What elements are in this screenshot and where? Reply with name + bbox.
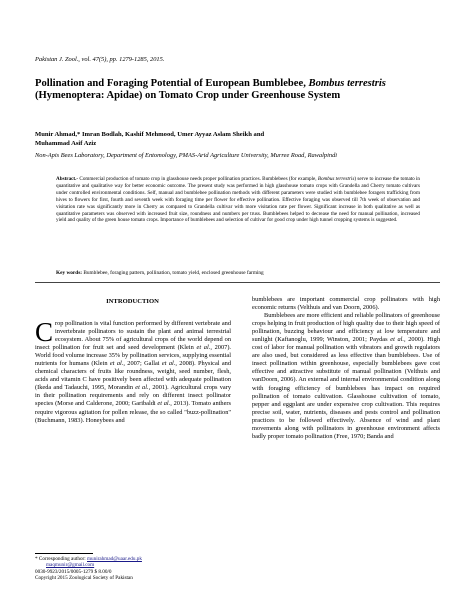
email-link-2[interactable]: maqmunir@gmail.com	[46, 562, 95, 569]
introduction-heading: INTRODUCTION	[106, 298, 159, 305]
keywords	[56, 270, 420, 276]
doi-line: 0030-9923/2015/0005-1279 $ 8.00/0	[35, 568, 112, 575]
keywords-label: Key words:	[56, 270, 83, 276]
footnotes	[35, 556, 235, 582]
text-run: , 2008). Physical and chemical characters of fruits like roundness, weight, seed number, flesh, acids and vitamin C have positively been affected with adequate pollination (Ikeda and Tadauchi, 1995, Morandin	[35, 360, 232, 392]
keywords-text: Bumblebee, foraging pattern, pollination, tomato yield, enclosed greenhouse farming	[82, 270, 264, 276]
abstract-label: Abstract.-	[56, 176, 79, 182]
text-run: Bumblebees are more efficient and reliable pollinators of greenhouse crops helping in fruit production of high quality due to their high speed of pollination, buzzing behaviour and efficiency at low temperature and sunlight (Kaftanoglu, 1999; Winston, 2001; Paydas	[252, 312, 440, 344]
paper-title	[35, 78, 440, 103]
author-list	[35, 131, 440, 149]
et-al: et al.	[196, 344, 211, 352]
right-paragraph-2	[252, 312, 440, 441]
et-al: et al.	[157, 400, 171, 408]
left-column	[35, 317, 232, 425]
drop-cap: C	[35, 317, 54, 347]
et-al: et al.	[390, 336, 405, 344]
authors-line-2: Muhammad Asif Aziz	[35, 139, 97, 147]
text-run: rop pollination is vital function performed by different vertebrate and invertebrate pollinators to sustain the plant and animal terrestrial ecosystem. About 75% of agricultural crops of the world depend on insect pollination for fruit set and seed development (Klein	[35, 320, 231, 352]
email-link-1[interactable]: munirahmad@uaar.edu.pk	[87, 556, 142, 562]
intro-paragraph-1	[35, 317, 232, 425]
journal-citation: Pakistan J. Zool., vol. 47(5), pp. 1279-1285, 2015.	[35, 56, 165, 63]
text-run: , 2007; Gallai	[123, 360, 162, 368]
title-species: Bombus terrestris	[308, 78, 386, 89]
text-run: , 2007). World food volume increase 35% by pollination services, supplying essential nutrients for humans (Klein	[35, 344, 232, 368]
right-column	[252, 296, 440, 441]
corresponding-label: * Corresponding author:	[35, 556, 88, 562]
footnote-divider	[35, 553, 93, 554]
right-paragraph-1: bumblebees are important commercial crop pollinators with high economic returns (Velthuis and van Doorn, 2006).	[252, 296, 440, 312]
abstract	[56, 176, 420, 224]
text-run: , 2001). Agricultural crops vary in their pollination requirements and rely on different insect pollinator species (Morse and Calderone, 2000; Garibaldi	[35, 384, 231, 408]
authors-line-1: Munir Ahmad,* Imran Bodlah, Kashif Mehmood, Umer Ayyaz Aslam Sheikh and	[35, 131, 265, 138]
text-run: , 2000). High cost of labor for manual pollination with vibrators and growth regulators are also used, but considered as less effective than bumblebees. Use of insect pollination within greenhouse, especially bumblebees gave cost effective and attractive substitute of manual pollination (Velthuis and vanDoorn, 2006). An external and internal environmental condition along with foraging efficiency of bumblebees has impact on required pollination of tomato cultivation. Glasshouse cultivation of tomato, pepper and eggplant are under expensive crop cultivation. This requires precise soil, water, nutrients, diseases and pests control and pollination practices to be followed effectively. Absence of wind and plant movements along with pollinators in greenhouse environment affects badly proper tomato pollination (Free, 1970; Banda and	[252, 336, 440, 440]
abstract-species: Bombus terrestris	[317, 176, 355, 182]
section-divider	[35, 282, 440, 283]
text-run: , 2013). Tomato anthers require vigorous agitation for pollen release, the so called "buzz-pollination" (Buchmann, 1983). Honeybees and	[35, 400, 231, 424]
title-part-1: Pollination and Foraging Potential of European Bumblebee,	[35, 78, 309, 89]
title-part-2: (Hymenoptera: Apidae) on Tomato Crop under Greenhouse System	[35, 90, 341, 102]
affiliation: Non-Apis Bees Laboratory, Department of Entomology, PMAS-Arid Agriculture University, Murree Road, Rawalpindi	[35, 152, 338, 159]
et-al: et al.	[135, 384, 149, 392]
et-al: et al.	[109, 360, 124, 368]
copyright-line: Copyright 2015 Zoological Society of Pakistan	[35, 575, 133, 582]
abstract-text-1: Commercial production of tomato crop in glasshouse needs proper pollination practices. Bumblebees (for example,	[78, 176, 318, 182]
et-al: et al.	[161, 360, 176, 368]
abstract-text-2: ) serve to increase the tomato in quantitative and qualitative way for better economic outcome. The present study was performed in high glasshouse tomato crops with Grandella and Cherry tomato cultivars under controlled environmental conditions. Self, manual and bumblebee pollination methods with different parameters were studied with bumblebee foragers trafficking from hives to flowers for first, fourth and seventh week with foraging time per flower for effective pollination. Effective foraging was observed till 7th week of observation and visitation rate was significantly more in Cherry as compared to Grandella cultivar with more visitation rate per flower. Significant increase in both qualitative as well as quantitative parameters was observed with increased fruit size, roundness and numbers per truss. Bumblebees helped to decrease the need for manual pollination, increased yield and quality of the green house tomato crops. Importance of bumblebees and selection of cultivar for good crop under high tunnel cropping systems is suggested.	[56, 176, 421, 224]
